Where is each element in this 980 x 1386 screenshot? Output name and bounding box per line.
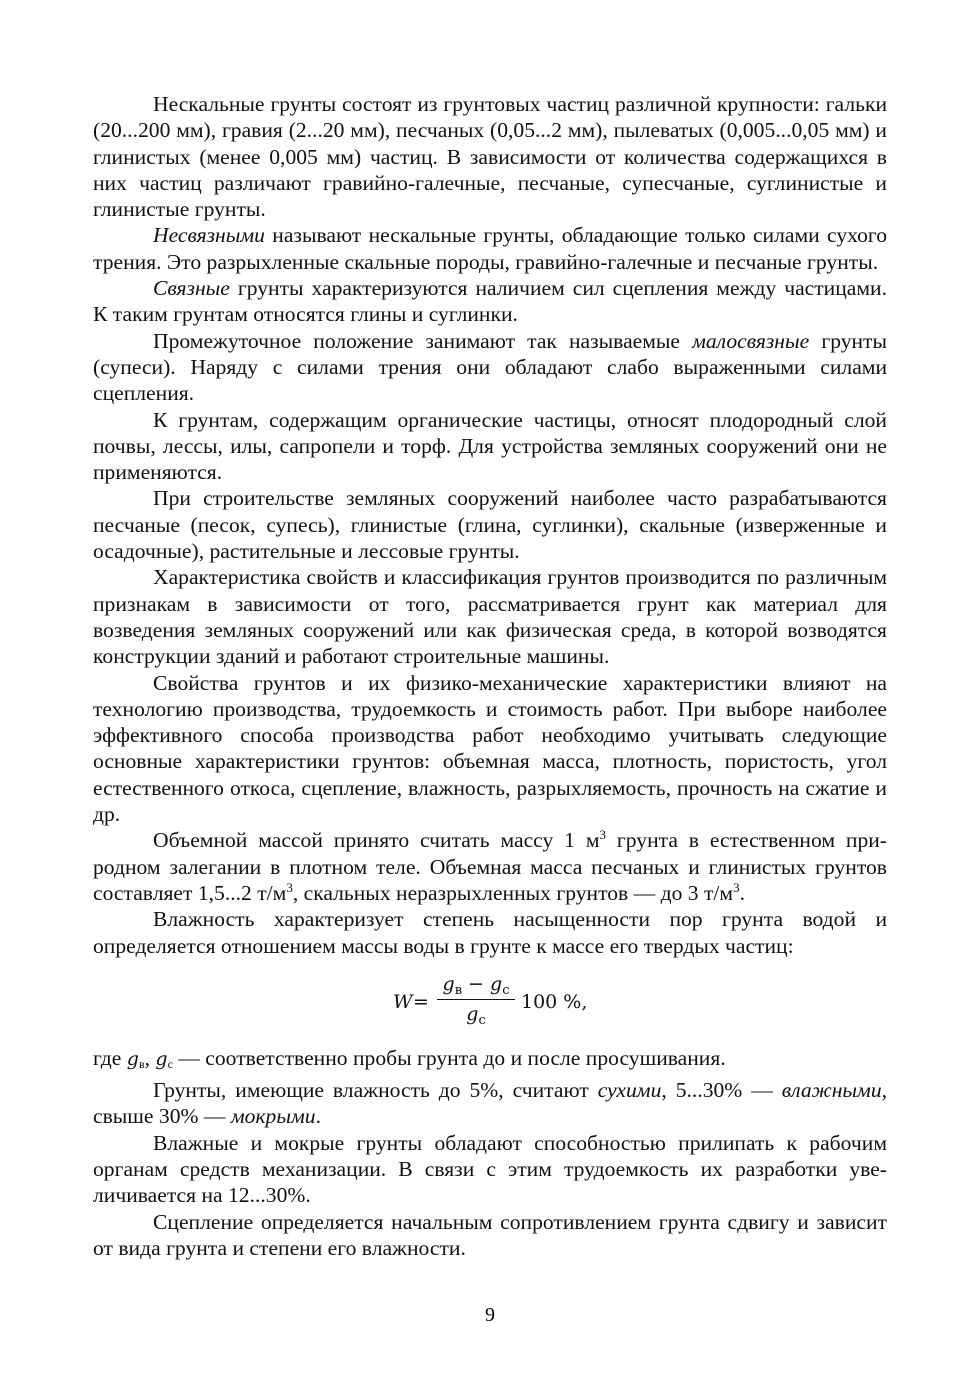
document-page bbox=[93, 91, 887, 1261]
paragraph-low-cohesive-b: грунты (супеси). Наряду с силами трения они обладают слабо выраженными силами сцепления. bbox=[93, 328, 887, 406]
paragraph-cohesive bbox=[93, 275, 887, 328]
formula-den-g: g bbox=[466, 1002, 479, 1025]
bulk-mass-b: грунта в естественном природном залегании в плотном теле. Объемная масса песчаных и глинистых грунтов составляет 1,5...2 т/м bbox=[93, 828, 887, 905]
moisture-a: Грунты, имеющие влажность до 5%, считают bbox=[153, 1078, 598, 1103]
paragraph-noncohesive-text: называют нескальные грунты, обладающие только силами сухого трения. Это разрыхленные скальные породы, гравийно-галечные и песчаные грунты. bbox=[93, 223, 887, 274]
humidity-formula bbox=[93, 971, 887, 1031]
moisture-c: свыше 30% — bbox=[93, 1104, 231, 1129]
where-g1: g bbox=[126, 1047, 139, 1070]
bulk-mass-sup2: 3 bbox=[286, 879, 293, 895]
paragraph-cohesion-def: Сцепление определяется начальным сопротивлением грунта сдвигу и зависит от вида грунта и степени его влажности. bbox=[93, 1209, 887, 1260]
bulk-mass-d: . bbox=[739, 880, 745, 905]
paragraph-classification: Характеристика свойств и классификация грунтов производится по различным признакам в зависимости от того, рассматривается грунт как материал для возведения земляных сооружений или как физическая среда, в которой возводятся конструкции зданий и работают строительные машины. bbox=[93, 565, 887, 669]
where-sep: , bbox=[144, 1045, 156, 1070]
where-sub1: в bbox=[138, 1056, 145, 1071]
paragraph-humidity: Влажность характеризует степень насыщенности пор грунта водой и определяется отношением массы воды в грунте к массе его твердых частиц: bbox=[93, 907, 887, 958]
where-a: где bbox=[93, 1045, 127, 1070]
formula-fraction bbox=[437, 971, 515, 1027]
formula-num-sub1: в bbox=[454, 982, 463, 998]
paragraph-moisture-classes bbox=[93, 1077, 887, 1130]
formula-num-g1: g bbox=[442, 972, 455, 995]
bulk-mass-c: , скальных неразрыхленных грунтов — до 3 т/м bbox=[292, 880, 734, 905]
paragraph-low-cohesive-a: Промежуточное положение занимают так называемые bbox=[153, 328, 693, 353]
paragraph-adhesion: Влажные и мокрые грунты обладают способностью прилипать к рабочим органам средств механизации. В связи с этим трудоемкость их разработки увеличивается на 12...30%. bbox=[93, 1130, 887, 1208]
moisture-d: . bbox=[315, 1104, 321, 1129]
bulk-mass-sup3: 3 bbox=[733, 879, 740, 895]
paragraph-noncohesive bbox=[93, 222, 887, 275]
formula-den-sub: с bbox=[478, 1012, 486, 1028]
term-noncohesive: Несвязными bbox=[153, 223, 265, 248]
paragraph-organic: К грунтам, содержащим органические частицы, относят плодородный слой почвы, лессы, илы, сапропели и торф. Для устройства земляных сооружений они не применяются. bbox=[93, 407, 887, 485]
paragraph-nonrocky-soils: Нескальные грунты состоят из грунтовых частиц различной крупности: гальки (20...200 мм), гравия (2...20 мм), песчаных (0,05...2 мм), пылеватых (0,005...0,05 мм) и глинистых (менее 0,005 мм) частиц. В зависимости от количества содержащихся в них частиц различают гравийно-галечные, песчаные, супесчаные, суглинистые и глинистые грунты. bbox=[93, 92, 887, 222]
paragraph-properties: Свойства грунтов и их физико-механические характеристики влияют на технологию производства, трудоемкость и стоимость работ. При выборе наиболее эффективного способа производства работ необходимо учитывать следующие основные характеристики грунтов: объемная масса, плотность, пористость, угол естественного откоса, сцепление, влажность, разрыхляемость, прочность на сжатие и др. bbox=[93, 670, 887, 827]
formula-fraction-bar bbox=[437, 999, 515, 1000]
bulk-mass-a: Объемной массой принято считать массу 1 м bbox=[153, 828, 600, 853]
formula-num-g2: g bbox=[490, 972, 503, 995]
formula-num-sub2: с bbox=[502, 982, 510, 998]
term-wet: мокрыми bbox=[230, 1104, 316, 1129]
formula-equals: = bbox=[413, 990, 429, 1013]
term-dry: сухими bbox=[597, 1078, 662, 1103]
term-moist: влажными, bbox=[781, 1078, 888, 1103]
formula-minus: − bbox=[462, 972, 491, 995]
term-cohesive: Связные bbox=[153, 276, 230, 301]
formula-tail: 100 %, bbox=[521, 990, 588, 1013]
bulk-mass-sup1: 3 bbox=[599, 827, 607, 843]
formula-lhs: W bbox=[393, 990, 413, 1013]
where-g2: g bbox=[155, 1047, 168, 1070]
page-number: 9 bbox=[485, 1304, 495, 1326]
paragraph-where bbox=[93, 1045, 887, 1077]
paragraph-cohesive-text: грунты характеризуются наличием сил сцепления между частицами. К таким грунтам относятся глины и суглинки. bbox=[93, 276, 887, 327]
term-low-cohesive: малосвязные bbox=[692, 328, 810, 353]
paragraph-low-cohesive bbox=[93, 328, 887, 407]
paragraph-construction: При строительстве земляных сооружений наиболее часто разрабатываются песчаные (песок, супесь), глинистые (глина, суглинки), скальные (изверженные и осадочные), растительные и лессовые грунты. bbox=[93, 486, 887, 564]
formula-numerator bbox=[437, 971, 515, 997]
paragraph-bulk-mass bbox=[93, 827, 887, 906]
where-b: — соответственно пробы грунта до и после просушивания. bbox=[172, 1045, 726, 1070]
where-sub2: с bbox=[167, 1056, 173, 1071]
moisture-b: , 5...30% — bbox=[661, 1078, 782, 1103]
formula-denominator bbox=[437, 1001, 515, 1027]
